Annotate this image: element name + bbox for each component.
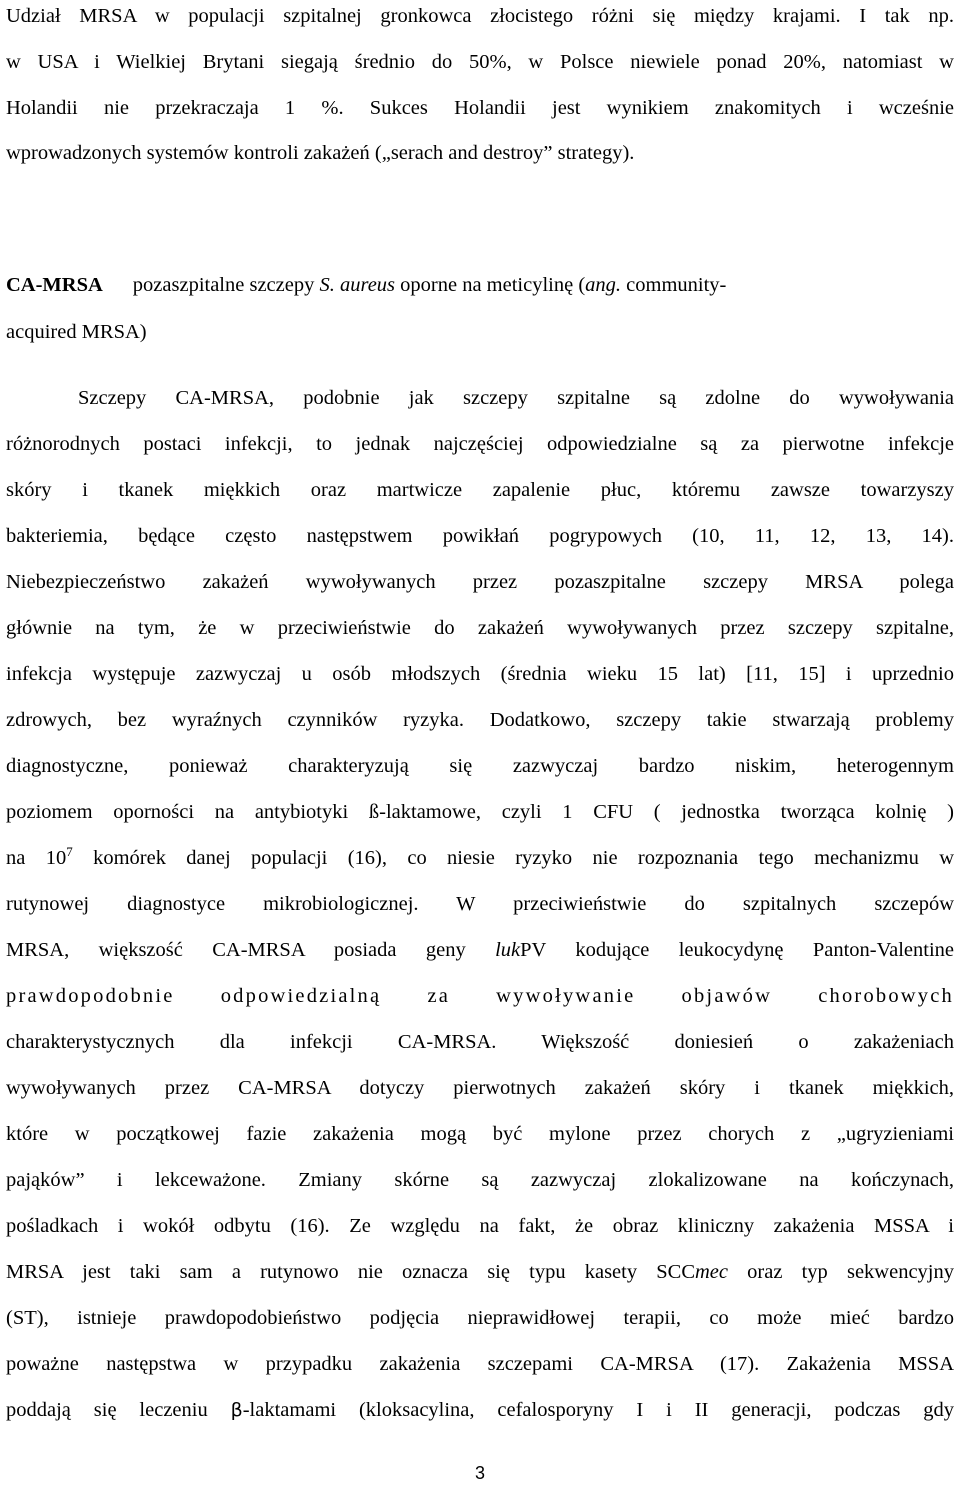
- body-line-4: bakteriemia, będące często następstwem powikłań pogrypowych (10, 11, 12, 13, 14).: [6, 525, 954, 547]
- body-line-12: rutynowej diagnostyce mikrobiologicznej. W przeciwieństwie do szpitalnych szczepów: [6, 893, 954, 915]
- body-line-23-a: poddają się leczeniu: [6, 1399, 231, 1421]
- body-line-20: [6, 1258, 954, 1286]
- body-line-11-b: komórek danej populacji (16), co niesie ryzyko nie rozpoznania tego mechanizmu w: [72, 847, 954, 869]
- body-line-21: (ST), istnieje prawdopodobieństwo podjęcia nieprawidłowej terapii, co może mieć bardzo: [6, 1307, 954, 1329]
- body-line-6: głównie na tym, że w przeciwieństwie do zakażeń wywoływanych przez szczepy szpitalne,: [6, 617, 954, 639]
- term-ca-mrsa: CA-MRSA: [6, 274, 103, 296]
- body-line-9: diagnostyczne, ponieważ charakteryzują się zazwyczaj bardzo niskim, heterogennym: [6, 755, 954, 777]
- body-line-14: prawdopodobnie odpowiedzialną za wywoływanie objawów chorobowych: [6, 985, 954, 1007]
- exponent: 7: [66, 844, 73, 860]
- body-line-10: poziomem oporności na antybiotyki ß-laktamowe, czyli 1 CFU ( jednostka tworząca kolnię ): [6, 801, 954, 823]
- body-line-23: [6, 1396, 954, 1424]
- definition-line-2: acquired MRSA): [6, 321, 147, 343]
- body-line-11-a: na 10: [6, 847, 67, 869]
- gene-mec: mec: [695, 1261, 729, 1283]
- body-line-1: Szczepy CA-MRSA, podobnie jak szczepy szpitalne są zdolne do wywoływania: [78, 387, 954, 409]
- body-line-13-a: MRSA, większość CA-MRSA posiada geny: [6, 939, 496, 961]
- body-line-2: różnorodnych postaci infekcji, to jednak najczęściej odpowiedzialne są za pierwotne infekcje: [6, 433, 954, 455]
- body-line-18: pająków” i lekceważone. Zmiany skórne są zazwyczaj zlokalizowane na kończynach,: [6, 1169, 954, 1191]
- body-line-5: Niebezpieczeństwo zakażeń wywoływanych przez pozaszpitalne szczepy MRSA polega: [6, 571, 954, 593]
- body-line-16: wywoływanych przez CA-MRSA dotyczy pierwotnych zakażeń skóry i tkanek miękkich,: [6, 1077, 954, 1099]
- definition-text-b: oporne na meticylinę: [400, 274, 574, 296]
- body-line-8: zdrowych, bez wyraźnych czynników ryzyka. Dodatkowo, szczepy takie stwarzają problemy: [6, 709, 954, 731]
- definition-text-a: pozaszpitalne szczepy: [132, 274, 315, 296]
- ang-open: (: [578, 274, 586, 296]
- species-genus: S.: [319, 274, 335, 296]
- body-line-22: poważne następstwa w przypadku zakażenia szczepami CA-MRSA (17). Zakażenia MSSA: [6, 1353, 954, 1375]
- ang-abbrev: ang.: [585, 274, 622, 296]
- body-line-20-b: oraz typ sekwencyjny: [728, 1261, 954, 1283]
- paragraph-1-line-1: Udział MRSA w populacji szpitalnej gronkowca złocistego różni się między krajami. I tak np.: [6, 5, 954, 27]
- body-line-3: skóry i tkanek miękkich oraz martwicze zapalenie płuc, któremu zawsze towarzyszy: [6, 479, 954, 501]
- paragraph-1-line-3: Holandii nie przekraczaja 1 %. Sukces Holandii jest wynikiem znakomitych i wcześnie: [6, 97, 954, 119]
- page-number: 3: [474, 1463, 485, 1483]
- body-line-19: pośladkach i wokół odbytu (16). Ze względu na fakt, że obraz kliniczny zakażenia MSSA i: [6, 1215, 954, 1237]
- species-name: aureus: [339, 274, 396, 296]
- body-line-20-a: MRSA jest taki sam a rutynowo nie oznacza się typu kasety SCC: [6, 1261, 695, 1283]
- body-line-7: infekcja występuje zazwyczaj u osób młodszych (średnia wieku 15 lat) [11, 15] i uprzednio: [6, 663, 954, 685]
- paragraph-1-line-4: wprowadzonych systemów kontroli zakażeń („serach and destroy” strategy).: [6, 142, 635, 164]
- body-line-13-b: PV kodujące leukocydynę Panton-Valentine: [520, 939, 955, 961]
- body-line-17: które w początkowej fazie zakażenia mogą być mylone przez chorych z „ugryzieniami: [6, 1123, 954, 1145]
- beta-symbol: β: [230, 1399, 243, 1421]
- definition-text-c: community-: [626, 274, 727, 296]
- body-line-15: charakterystycznych dla infekcji CA-MRSA. Większość doniesień o zakażeniach: [6, 1031, 954, 1053]
- body-line-11: [6, 844, 954, 872]
- body-line-13: [6, 936, 954, 964]
- paragraph-1-line-2: w USA i Wielkiej Brytani siegają średnio do 50%, w Polsce niewiele ponad 20%, natomiast w: [6, 51, 954, 73]
- body-line-23-b: -laktamami (kloksacylina, cefalosporyny I i II generacji, podczas gdy: [242, 1399, 954, 1421]
- gene-luk: luk: [495, 939, 521, 961]
- definition-line-1: [6, 271, 954, 299]
